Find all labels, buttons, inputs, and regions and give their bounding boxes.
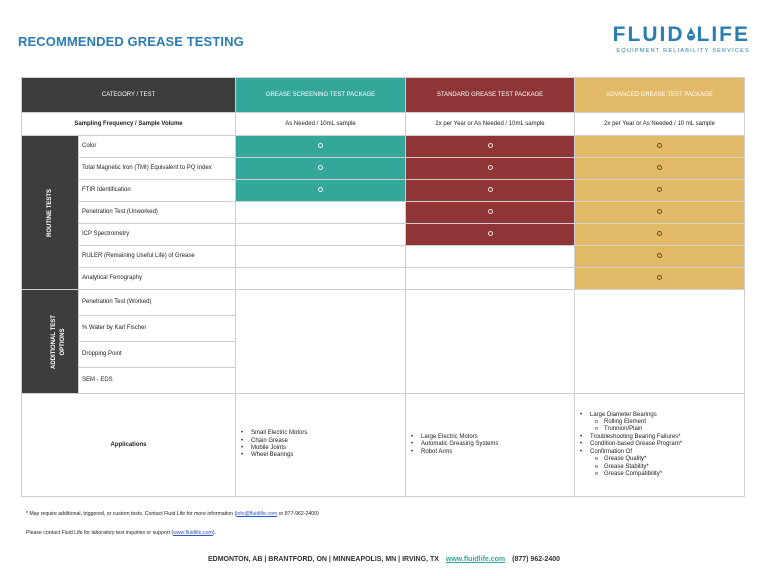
application-item: o Grease Stability* bbox=[578, 464, 741, 471]
logo-word-left: FLUID bbox=[612, 23, 685, 46]
footnote-contact bbox=[26, 530, 216, 536]
application-item: o Grease Compatibility* bbox=[578, 471, 741, 478]
test-name: Color bbox=[79, 136, 236, 158]
cell-screening bbox=[236, 246, 406, 268]
application-item: o Trunnion/Plain bbox=[578, 426, 741, 433]
table-row bbox=[22, 158, 745, 180]
application-item: • Automatic Greasing Systems bbox=[409, 441, 571, 448]
footnote1-text: * May require additional, triggered, or custom tests. Contact Fluid Life for more information ( bbox=[26, 511, 237, 517]
included-marker-icon bbox=[488, 143, 493, 148]
included-marker-icon bbox=[488, 187, 493, 192]
cell-standard bbox=[406, 268, 575, 290]
included-marker-icon bbox=[657, 253, 662, 258]
included-marker-icon bbox=[488, 165, 493, 170]
table-row bbox=[22, 246, 745, 268]
table-row bbox=[22, 290, 745, 316]
routine-tests-text: ROUTINE TESTS bbox=[46, 188, 53, 237]
included-marker-icon bbox=[657, 187, 662, 192]
additional-advanced-empty bbox=[575, 290, 745, 394]
cell-standard bbox=[406, 158, 575, 180]
cell-advanced bbox=[575, 136, 745, 158]
footnote2-tail: ). bbox=[212, 530, 217, 536]
cell-standard bbox=[406, 246, 575, 268]
oil-drop-icon bbox=[686, 26, 696, 42]
included-marker-icon bbox=[657, 275, 662, 280]
application-list bbox=[239, 430, 402, 460]
frequency-screening: As Needed / 10mL sample bbox=[236, 113, 406, 136]
footer-website-link[interactable]: www.fluidlife.com bbox=[445, 556, 506, 563]
page-title: RECOMMENDED GREASE TESTING bbox=[18, 34, 244, 49]
included-marker-icon bbox=[657, 231, 662, 236]
application-item: • Robot Arms bbox=[409, 449, 571, 456]
application-item: • Troubleshooting Bearing Failures* bbox=[578, 434, 741, 441]
included-marker-icon bbox=[318, 187, 323, 192]
application-item: • Wheel Bearings bbox=[239, 452, 402, 459]
header-category: CATEGORY / TEST bbox=[22, 78, 236, 113]
table-row bbox=[22, 268, 745, 290]
application-item: • Small Electric Motors bbox=[239, 430, 402, 437]
header-advanced-package: ADVANCED GREASE TEST PACKAGE bbox=[575, 78, 745, 113]
additional-screening-empty bbox=[236, 290, 406, 394]
additional-options-label bbox=[22, 290, 79, 394]
table-row bbox=[22, 136, 745, 158]
logo-word-right: LIFE bbox=[696, 23, 750, 46]
frequency-label: Sampling Frequency / Sample Volume bbox=[22, 113, 236, 136]
applications-label: Applications bbox=[22, 394, 236, 497]
logo-subtitle: EQUIPMENT RELIABILITY SERVICES bbox=[616, 48, 750, 54]
table-row bbox=[22, 202, 745, 224]
included-marker-icon bbox=[657, 143, 662, 148]
included-marker-icon bbox=[318, 143, 323, 148]
cell-standard bbox=[406, 202, 575, 224]
test-name: FTIR Identification bbox=[79, 180, 236, 202]
header-screening-package: GREASE SCREENING TEST PACKAGE bbox=[236, 78, 406, 113]
included-marker-icon bbox=[318, 165, 323, 170]
additional-standard-empty bbox=[406, 290, 575, 394]
footnote1-tail: or 877-962-2400) bbox=[277, 511, 319, 517]
application-item: • Mobile Joints bbox=[239, 445, 402, 452]
cell-screening bbox=[236, 136, 406, 158]
application-item: • Large Diameter Bearings bbox=[578, 412, 741, 419]
test-name: ICP Spectrometry bbox=[79, 224, 236, 246]
test-name: Analytical Ferrography bbox=[79, 268, 236, 290]
cell-standard bbox=[406, 180, 575, 202]
footnote2-text: Please contact Fluid Life for laboratory test inquiries or support ( bbox=[26, 530, 174, 536]
cell-advanced bbox=[575, 268, 745, 290]
footer-locations: EDMONTON, AB | BRANTFORD, ON | MINNEAPOLIS, MN | IRVING, TX bbox=[207, 556, 439, 563]
table-row bbox=[22, 224, 745, 246]
test-name: Penetration Test (Unworked) bbox=[79, 202, 236, 224]
application-list bbox=[409, 434, 571, 456]
included-marker-icon bbox=[488, 231, 493, 236]
application-item: o Rolling Element bbox=[578, 419, 741, 426]
application-item: • Chain Grease bbox=[239, 438, 402, 445]
cell-screening bbox=[236, 180, 406, 202]
test-name: Total Magnetic Iron (TMI) Equivalent to PQ Index bbox=[79, 158, 236, 180]
cell-advanced bbox=[575, 202, 745, 224]
cell-screening bbox=[236, 202, 406, 224]
test-name: % Water by Karl Fischer bbox=[79, 316, 236, 342]
logo-wordmark bbox=[604, 24, 750, 46]
test-name: Penetration Test (Worked) bbox=[79, 290, 236, 316]
applications-row bbox=[22, 394, 745, 497]
cell-standard bbox=[406, 224, 575, 246]
grease-testing-table bbox=[21, 77, 745, 497]
header-standard-package: STANDARD GREASE TEST PACKAGE bbox=[406, 78, 575, 113]
cell-advanced bbox=[575, 158, 745, 180]
frequency-advanced: 2x per Year or As Needed / 10 mL sample bbox=[575, 113, 745, 136]
test-name: RULER (Remaining Useful Life) of Grease bbox=[79, 246, 236, 268]
cell-screening bbox=[236, 268, 406, 290]
application-item: • Confirmation Of bbox=[578, 449, 741, 456]
email-link[interactable]: info@fluidlife.com bbox=[236, 511, 278, 517]
table-row bbox=[22, 180, 745, 202]
applications-screening bbox=[236, 394, 406, 497]
application-item: • Condition-based Grease Program* bbox=[578, 441, 741, 448]
footer-bar bbox=[0, 556, 768, 563]
included-marker-icon bbox=[657, 209, 662, 214]
additional-options-text: ADDITIONAL TEST OPTIONS bbox=[51, 314, 66, 369]
routine-tests-label bbox=[22, 136, 79, 290]
test-name: SEM - EDS bbox=[79, 368, 236, 394]
included-marker-icon bbox=[488, 209, 493, 214]
test-name: Dropping Point bbox=[79, 342, 236, 368]
cell-screening bbox=[236, 224, 406, 246]
footnote-custom-tests bbox=[26, 511, 319, 517]
cell-advanced bbox=[575, 246, 745, 268]
cell-advanced bbox=[575, 224, 745, 246]
cell-screening bbox=[236, 158, 406, 180]
cell-advanced bbox=[575, 180, 745, 202]
application-list bbox=[578, 412, 741, 479]
application-item: • Large Electric Motors bbox=[409, 434, 571, 441]
cell-standard bbox=[406, 136, 575, 158]
frequency-standard: 2x per Year or As Needed / 10mL sample bbox=[406, 113, 575, 136]
applications-advanced bbox=[575, 394, 745, 497]
fluid-life-logo bbox=[604, 24, 750, 54]
footer-phone: (877) 962-2400 bbox=[512, 556, 561, 563]
included-marker-icon bbox=[657, 165, 662, 170]
applications-standard bbox=[406, 394, 575, 497]
website-link[interactable]: www.fluidlife.com bbox=[173, 530, 213, 536]
application-item: o Grease Quality* bbox=[578, 456, 741, 463]
